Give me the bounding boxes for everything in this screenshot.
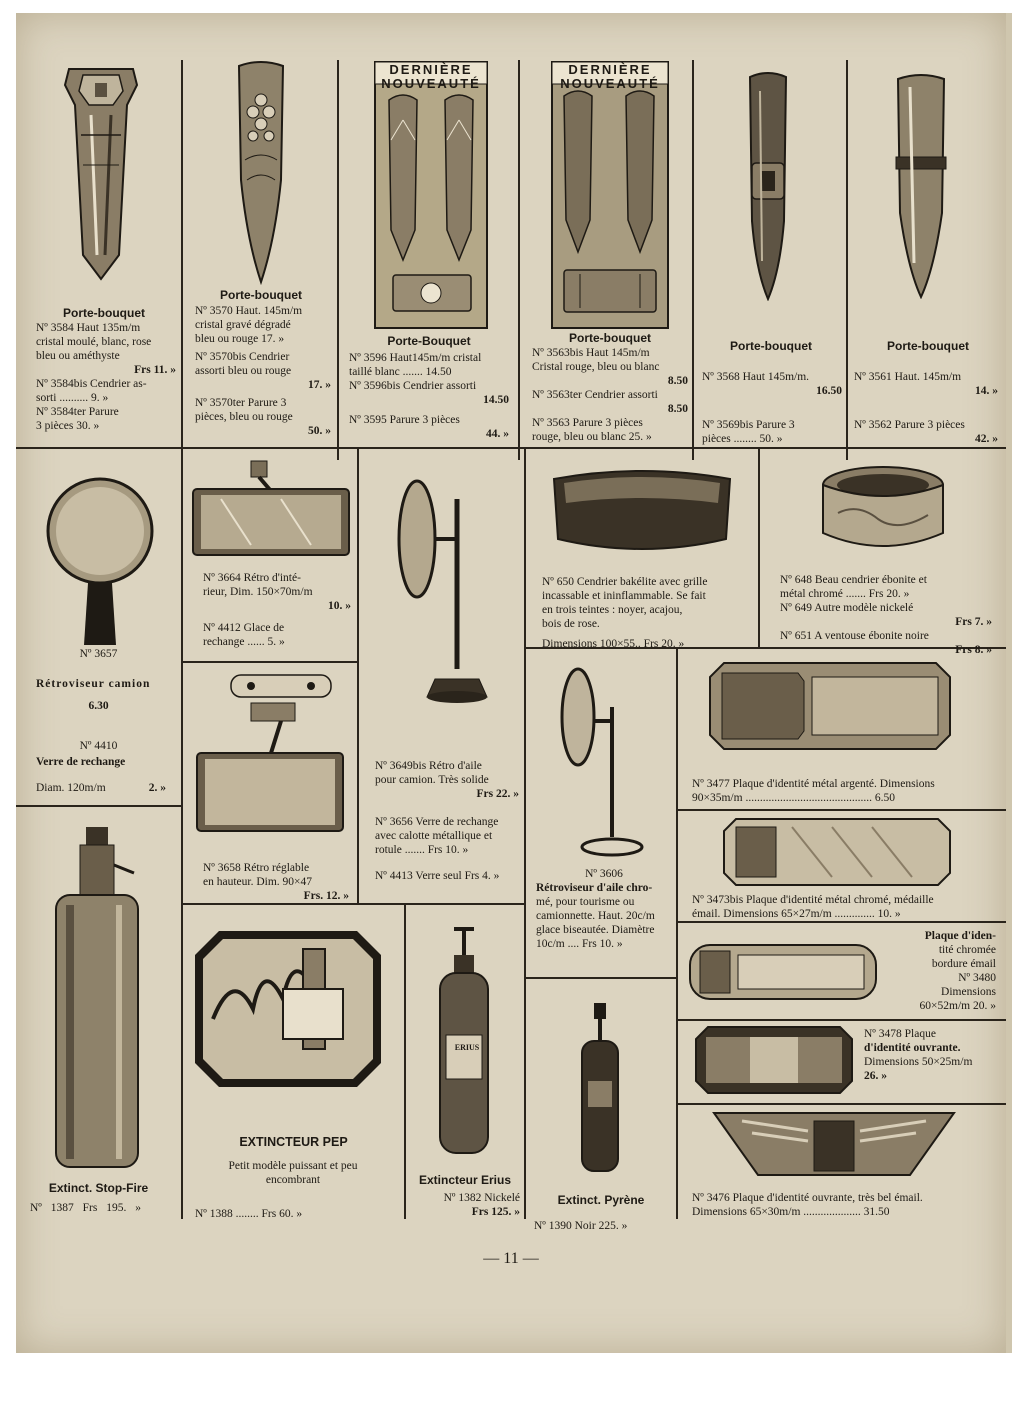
wing-mirror-illustration [395,479,495,709]
text-line: encombrant [265,1174,321,1186]
text-line: Nº 3478 Plaque [864,1028,936,1040]
dimension: Diam. 120m/m [36,782,106,794]
extinguisher-label: ERIUS [454,1043,480,1052]
porte-bouquet-3568 [694,13,846,447]
text-line: 3 pièces 30. » [36,420,100,432]
text-line: 60×52m/m 20. » [919,1000,996,1012]
product-description [195,304,331,438]
extincteur-stop-fire [16,807,181,1219]
text-line: bleu ou rouge 17. » [195,333,285,345]
text-line: cristal moulé, blanc, rose [36,336,152,348]
porte-bouquet-3563 [520,13,692,447]
text-line: Dimensions 65×30m/m .................... 31.50 [692,1206,890,1218]
text-line: pièces ........ 50. » [702,433,783,445]
price: 44. » [486,428,509,440]
product-description [375,759,519,883]
fire-extinguisher-illustration [578,1001,622,1181]
product-description: Nº 1390 Noir 225. » [534,1220,628,1232]
text-line: bordure émail [931,958,996,970]
product-description: Nº 1388 ........ Frs 60. » [195,1208,303,1220]
round-mirror-illustration [44,475,156,645]
product-title: Porte-bouquet [730,339,812,353]
porte-bouquet-3596 [339,13,518,447]
interior-mirror-illustration [191,459,351,559]
price: Frs 125. » [471,1206,520,1218]
product-description: Nº 1387 Frs 195. » [30,1202,141,1214]
vase-set-illustration [550,60,670,330]
text-line: Petit modèle puissant et peu [228,1160,358,1172]
text-line: Rétroviseur d'aile chro- [536,882,653,894]
text-line: Nº 3664 Rétro d'inté- [203,572,301,584]
text-line: Nº 3595 Parure 3 pièces [349,414,460,426]
plaque-3478 [678,1021,1006,1103]
vase-illustration [744,71,792,301]
plate-illustration [694,1025,854,1095]
product-description [203,571,351,649]
text-line: assorti bleu ou rouge [195,365,292,377]
text-line: Nº 3570bis Cendrier [195,351,290,363]
text-line: Dimensions [941,986,996,998]
retro-reglable [183,663,357,903]
text-line: Nº 3584 Haut 135m/m [36,322,141,334]
product-description [203,861,349,903]
price: 26. » [864,1070,887,1082]
product-description [36,321,176,433]
product-number: Nº 4410 [79,740,118,752]
text-line: d'identité ouvrante. [864,1042,961,1054]
wing-mirror-illustration [556,667,646,867]
text-line: Nº 3476 Plaque d'identité ouvrante, très bel émail. [692,1192,923,1204]
text-line: Nº 3596bis Cendrier assorti [349,380,477,392]
text-line: rechange ...... 5. » [203,636,285,648]
text-line: Nº 649 Autre modèle nickelé [780,602,914,614]
price: 10. » [328,600,351,612]
text-line: Nº 3649bis Rétro d'aile [375,760,482,772]
text-line: en trois teintes : noyer, acajou, [542,604,683,616]
price: 2. » [148,782,166,794]
vase-set-illustration [373,60,489,330]
text-line: rieur, Dim. 150×70m/m [203,586,313,598]
product-description [536,867,672,951]
text-line: cristal gravé dégradé [195,319,291,331]
price: 17. » [308,379,331,391]
text-line: en hauteur. Dim. 90×47 [203,876,313,888]
price: Frs 11. » [134,364,176,376]
text-line: Nº 3480 [958,972,996,984]
text-line: Nº 4412 Glace de [203,622,285,634]
text-line: métal chromé ....... Frs 20. » [780,588,910,600]
vase-illustration [61,65,141,285]
extincteur-erius [406,905,524,1219]
text-line: Nº 3658 Rétro réglable [203,862,310,874]
text-line: rouge, bleu ou blanc 25. » [532,431,652,443]
product-description [854,370,998,446]
text-line: rotule ....... Frs 10. » [375,844,469,856]
text-line: Nº 650 Cendrier bakélite avec grille [542,576,708,588]
text-line: Nº 3562 Parure 3 pièces [854,419,965,431]
plaque-3476 [678,1105,1006,1219]
text-line: incassable et ininflammable. Se fait [542,590,706,602]
beau-cendrier [760,449,1006,656]
retroviseur-camion [16,449,181,805]
text-line: émail. Dimensions 65×27m/m .............. 10. » [692,908,901,920]
text-line: sorti .......... 9. » [36,392,109,404]
text-line: tité chromée [938,944,996,956]
text-line: Nº 3561 Haut. 145m/m [854,371,962,383]
product-description [702,370,842,446]
text-line: taillé blanc ....... 14.50 [349,366,452,378]
retro-interieur [183,449,357,661]
product-description [780,573,992,657]
product-title: Porte-bouquet [220,288,302,302]
price: Frs. 12. » [303,890,349,902]
product-description [532,346,688,444]
text-line: Nº 3569bis Parure 3 [702,419,795,431]
vase-illustration [890,73,952,299]
text-line: Nº 648 Beau cendrier ébonite et [780,574,927,586]
text-line: pour camion. Très solide [375,774,489,786]
product-title: Extincteur Erius [418,1173,512,1187]
text-line: Cristal rouge, bleu ou blanc [532,361,660,373]
product-title: Porte-Bouquet [387,334,471,348]
vase-illustration [231,60,291,285]
porte-bouquet-3584 [16,13,181,447]
text-line: Nº 651 A ventouse ébonite noire [780,630,929,642]
price: 14.50 [483,394,509,406]
page-edge [1006,13,1012,1353]
text-line: Nº 3570ter Parure 3 [195,397,287,409]
product-description [414,1191,520,1219]
text-line: Nº 3656 Verre de rechange [375,816,499,828]
fire-extinguisher-illustration [193,929,383,1089]
text-line: Dimensions 50×25m/m [864,1056,973,1068]
product-title: EXTINCTEUR PEP [239,1135,348,1149]
extincteur-pep [183,905,404,1219]
plaque-3480 [678,923,1006,1019]
cendrier-bakelite [526,449,758,650]
price: 6.30 [88,700,109,712]
plate-illustration [708,661,952,751]
plate-illustration [688,937,878,1007]
nouveaute-banner: DERNIÈRE NOUVEAUTÉ [381,62,481,91]
text-line: mé, pour tourisme ou [536,896,635,908]
text-line: Nº 3477 Plaque d'identité métal argenté. Dimensions [692,778,935,790]
text-line: Nº 3596 Haut145m/m cristal [349,352,482,364]
product-title: Porte-bouquet [63,306,145,320]
text-line: pièces, bleu ou rouge [195,411,293,423]
price: 14. » [975,385,998,397]
ashtray-illustration [550,469,734,555]
text-line: bois de rose. [542,618,600,630]
text-line: Nº 3606 [585,868,623,880]
plaque-3477 [678,649,1006,809]
text-line: 10c/m .... Frs 10. » [536,938,623,950]
product-title: Porte-bouquet [569,331,651,345]
price: 8.50 [667,375,688,387]
product-description [864,1027,1000,1083]
product-title: Rétroviseur camion [36,678,151,690]
nouveaute-banner: DERNIÈRE NOUVEAUTÉ [560,62,660,91]
plate-illustration [722,817,952,887]
product-number: Nº 3657 [79,648,118,660]
product-description [692,1191,998,1219]
product-description [193,1159,393,1187]
text-line: Nº 3570 Haut. 145m/m [195,305,303,317]
text-line: Nº 3563bis Haut 145m/m [532,347,650,359]
text-line: Nº 3563ter Cendrier assorti [532,389,658,401]
price: 50. » [308,425,331,437]
product-description [692,893,998,921]
product-title: Porte-bouquet [887,339,969,353]
product-description [692,777,998,805]
text-line: 90×35m/m ............................................ 6.50 [692,792,895,804]
product-description [349,351,509,441]
price: Frs 22. » [476,788,519,800]
price: 8.50 [667,403,688,415]
text-line: Nº 4413 Verre seul Frs 4. » [375,870,500,882]
price: 16.50 [816,385,842,397]
catalog-page [16,13,1006,1353]
text-line: bleu ou améthyste [36,350,120,362]
product-description [878,929,996,1013]
text-line: Nº 3473bis Plaque d'identité métal chromé, médaille [692,894,934,906]
text-line: Nº 3584bis Cendrier as- [36,378,147,390]
text-line: camionnette. Haut. 20c/m [536,910,655,922]
product-title: Extinct. Pyrène [557,1193,645,1207]
extincteur-pyrene [526,979,676,1232]
price: 42. » [975,433,998,445]
price: Frs 8. » [955,644,992,656]
text-line: avec calotte métallique et [375,830,493,842]
price: Frs 7. » [955,616,992,628]
text-line: glace biseautée. Diamètre [536,924,655,936]
adjustable-mirror-illustration [191,673,349,833]
ashtray-illustration [818,463,948,559]
porte-bouquet-3570 [183,13,337,447]
plaque-3473bis [678,811,1006,921]
text-line: Plaque d'iden- [924,930,996,942]
porte-bouquet-3561 [848,13,1006,447]
text-line: Nº 3563 Parure 3 pièces [532,417,643,429]
text-line: Nº 3568 Haut 145m/m. [702,371,810,383]
text-line: Nº 1382 Nickelé [443,1192,520,1204]
retro-3606 [526,649,676,977]
retro-aile-camion [359,449,524,903]
plate-illustration [712,1111,956,1177]
page-number: — 11 — [483,1250,539,1267]
product-title: Extinct. Stop-Fire [48,1181,149,1195]
fire-extinguisher-illustration [52,825,142,1171]
product-title: Verre de rechange [36,756,126,768]
product-description [542,575,748,651]
text-line: Dimensions 100×55.. Frs 20. » [542,638,685,650]
text-line: Nº 3584ter Parure [36,406,119,418]
